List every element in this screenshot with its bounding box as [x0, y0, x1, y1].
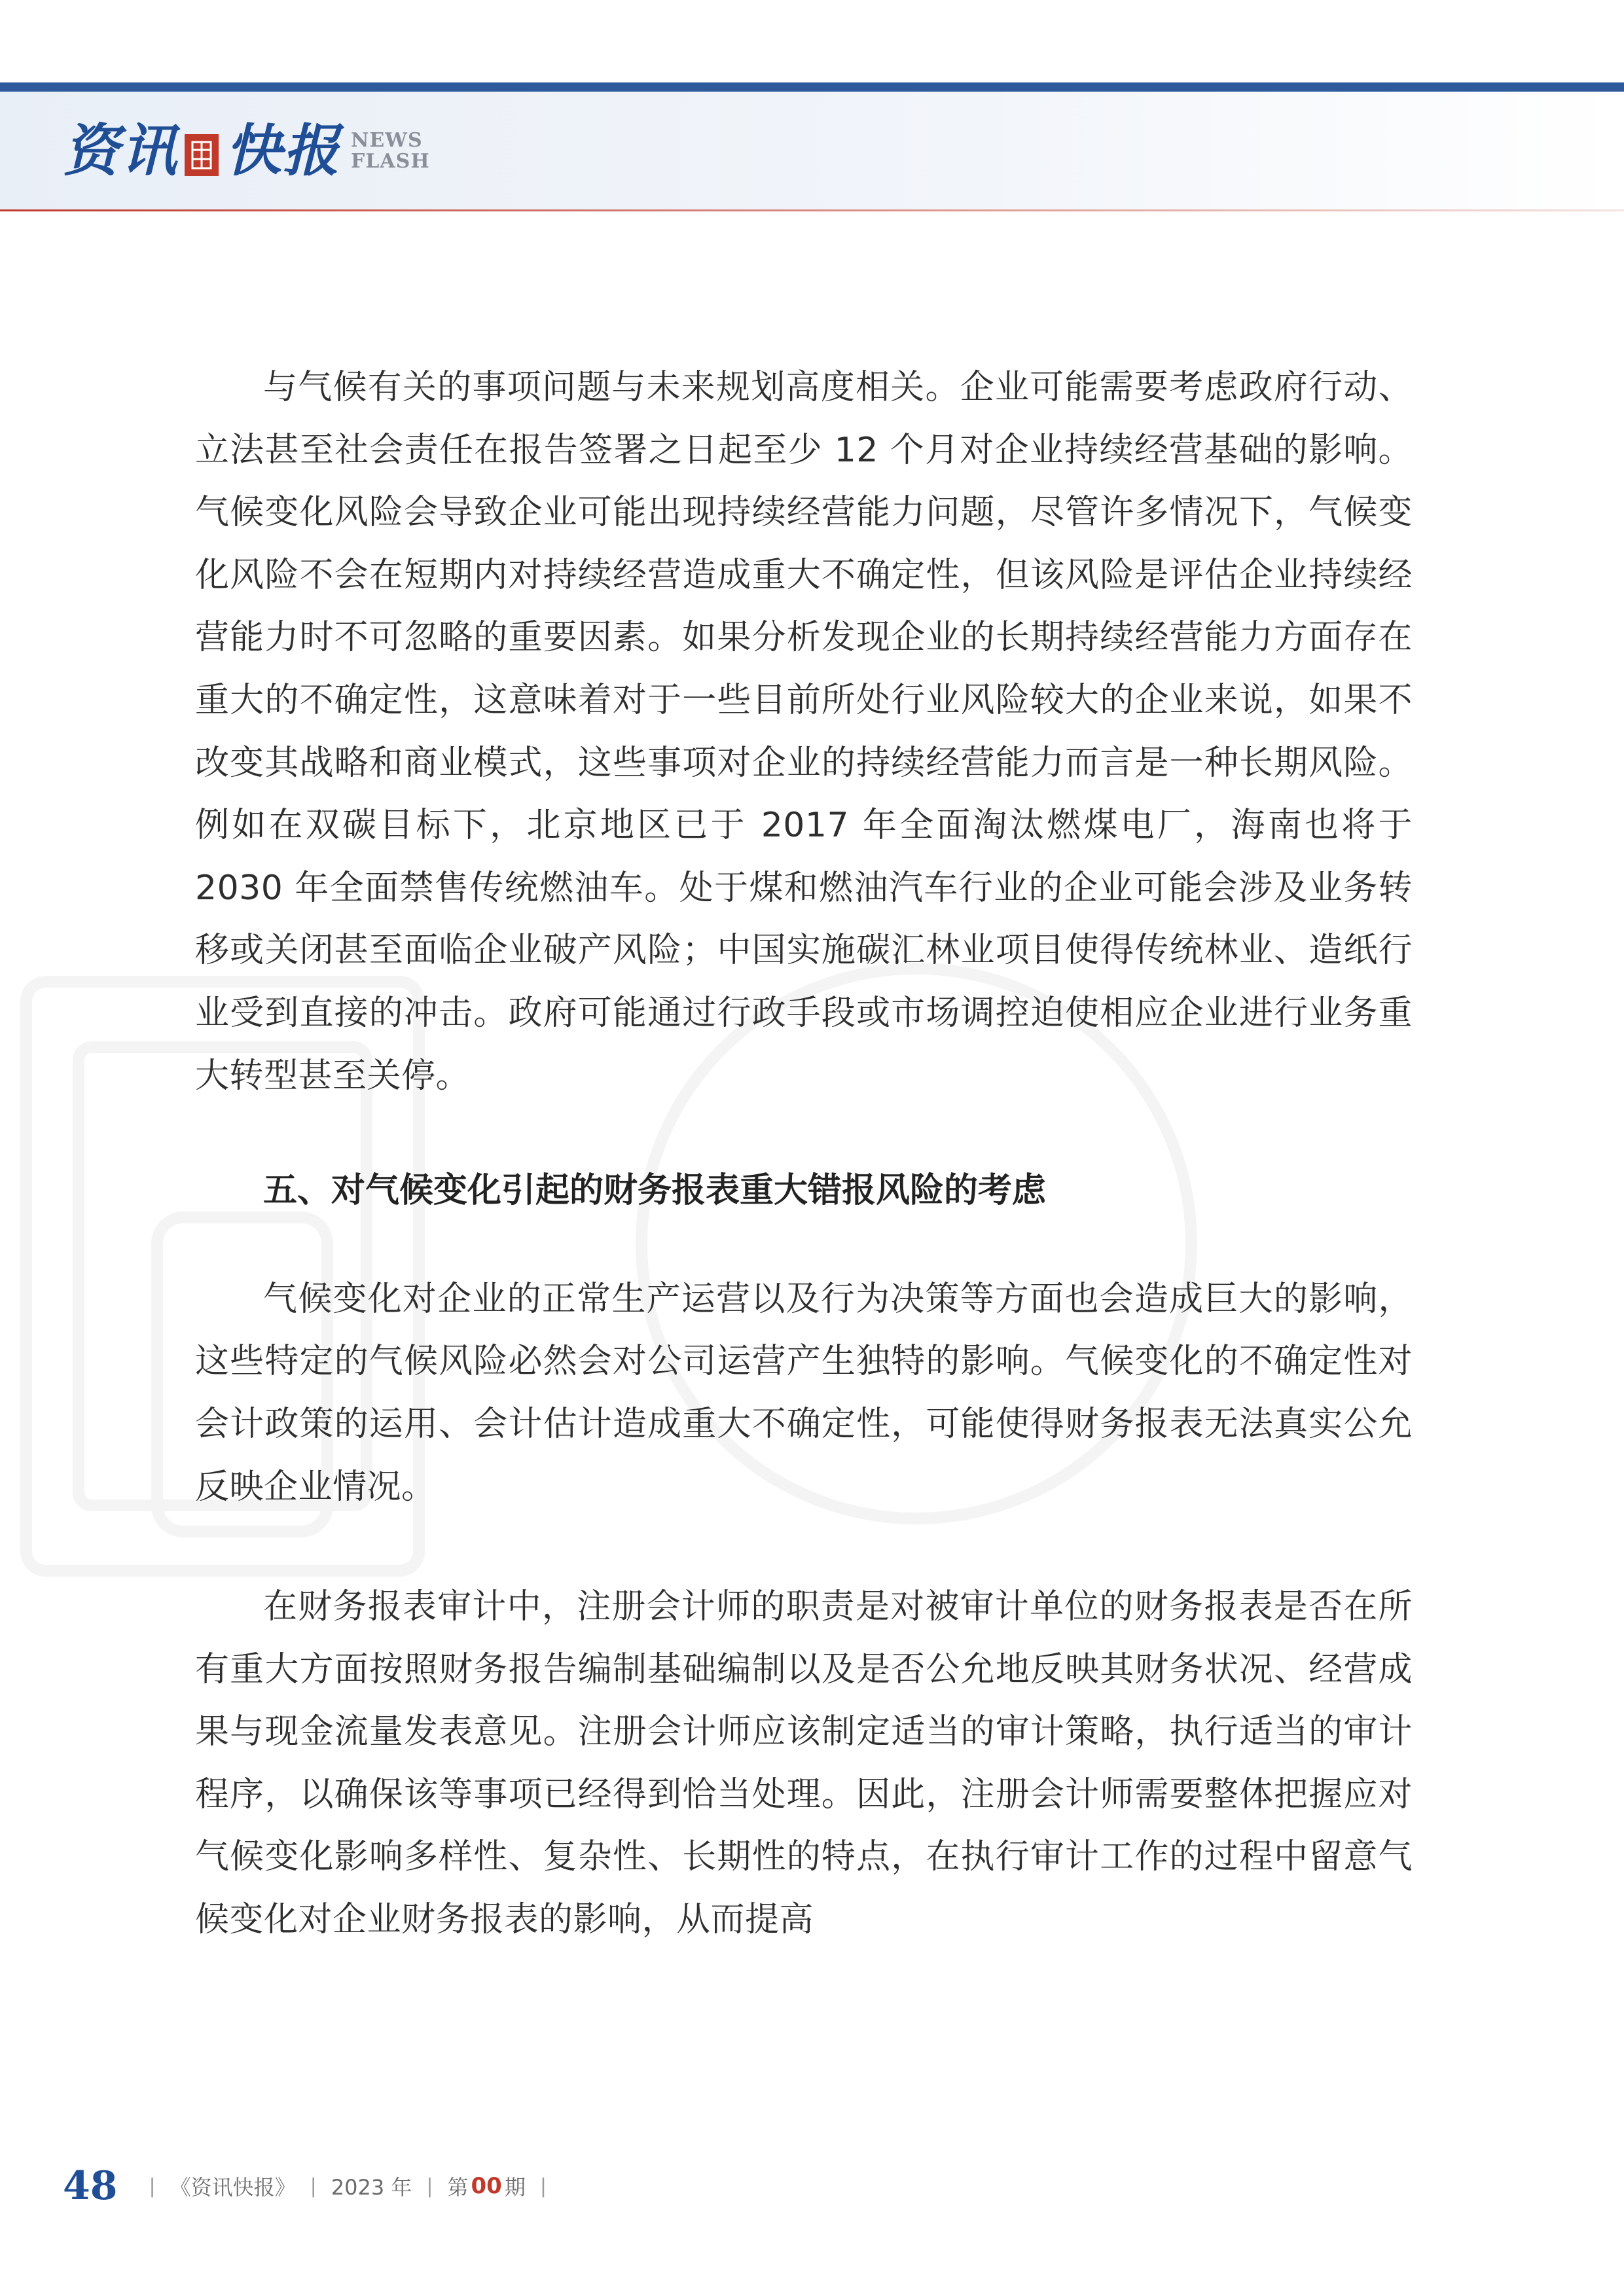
- issue-number: 00: [471, 2173, 502, 2199]
- publication-year: 2023 年: [331, 2175, 412, 2200]
- footer-separator: |: [426, 2174, 433, 2198]
- seal-icon: [185, 134, 219, 176]
- masthead-logo: [63, 115, 430, 187]
- footer-separator: |: [149, 2174, 156, 2198]
- page-number: 48: [63, 2163, 118, 2209]
- header-top-rule: [0, 82, 1624, 92]
- brand-title-left: 资讯: [63, 118, 178, 184]
- paragraph-3: 在财务报表审计中，注册会计师的职责是对被审计单位的财务报表是否在所有重大方面按照财务报告编制基础编制以及是否公允地反映其财务状况、经营成果与现金流量发表意见。注册会计师应该制定适当的审计策略，执行适当的审计程序，以确保该等事项已经得到恰当处理。因此，注册会计师需要整体把握应对气候变化影响多样性、复杂性、长期性的特点，在执行审计工作的过程中留意气候变化对企业财务报表的影响，从而提高: [195, 1587, 1413, 1940]
- paragraph-2: 气候变化对企业的正常生产运营以及行为决策等方面也会造成巨大的影响，这些特定的气候风险必然会对公司运营产生独特的影响。气候变化的不确定性对会计政策的运用、会计估计造成重大不确定性，可能使得财务报表无法真实公允反映企业情况。: [195, 1279, 1413, 1507]
- article-body: [195, 357, 1413, 1952]
- publication-name: 《资讯快报》: [170, 2175, 296, 2200]
- brand-title-right: 快报: [225, 118, 340, 184]
- paragraph-1: 与气候有关的事项问题与未来规划高度相关。企业可能需要考虑政府行动、立法甚至社会责任在报告签署之日起至少 12 个月对企业持续经营基础的影响。气候变化风险会导致企业可能出现持续经营能力问题，尽管许多情况下，气候变化风险不会在短期内对持续经营造成重大不确定性，但该风险是评估企业持续经营能力时不可忽略的重要因素。如果分析发现企业的长期持续经营能力方面存在重大的不确定性，这意味着对于一些目前所处行业风险较大的企业来说，如果不改变其战略和商业模式，这些事项对企业的持续经营能力而言是一种长期风险。例如在双碳目标下，北京地区已于 2017 年全面淘汰燃煤电厂，海南也将于 2030 年全面禁售传统燃油车。处于煤和燃油汽车行业的企业可能会涉及业务转移或关闭甚至面临企业破产风险；中国实施碳汇林业项目使得传统林业、造纸行业受到直接的冲击。政府可能通过行政手段或市场调控迫使相应企业进行业务重大转型甚至关停。: [195, 368, 1413, 1096]
- header-bottom-rule: [0, 209, 1624, 211]
- footer-separator: |: [539, 2174, 547, 2198]
- brand-subtitle-line2: FLASH: [351, 150, 430, 173]
- brand-subtitle-line1: NEWS: [351, 129, 423, 152]
- issue-prefix: 第: [447, 2175, 469, 2200]
- issue-suffix: 期: [504, 2175, 526, 2200]
- page-footer: [63, 2160, 561, 2212]
- brand-subtitle: [351, 130, 430, 172]
- footer-separator: |: [310, 2174, 317, 2198]
- section-heading: 五、对气候变化引起的财务报表重大错报风险的考虑: [263, 1171, 1047, 1211]
